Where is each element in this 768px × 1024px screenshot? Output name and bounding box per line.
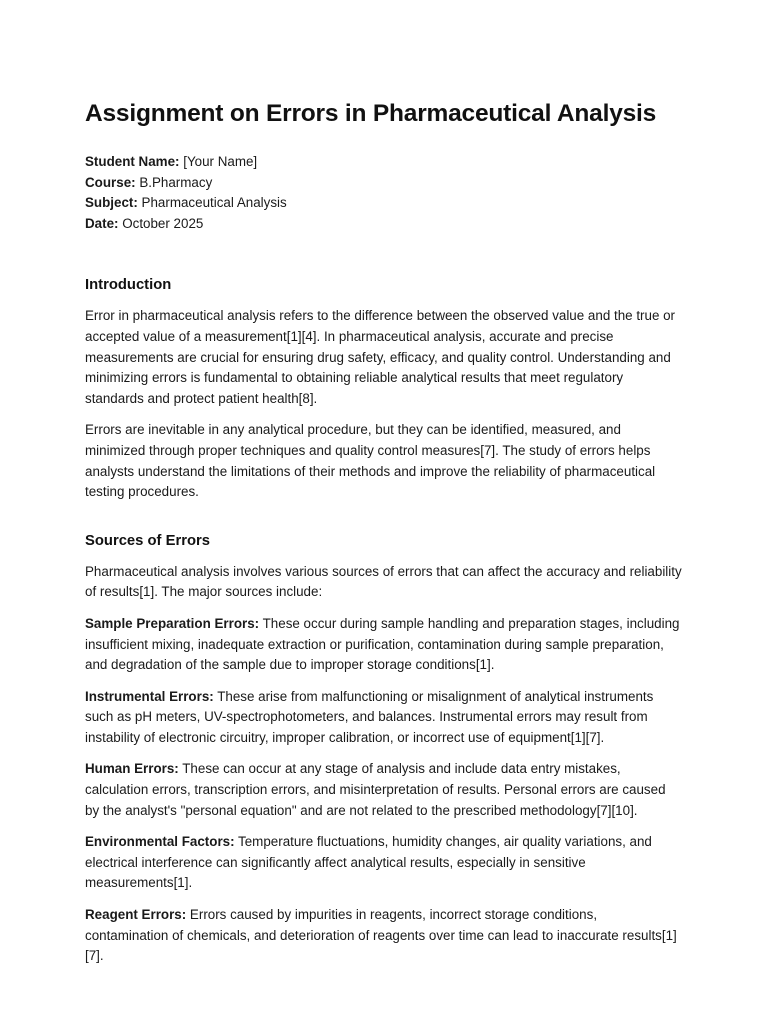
source-text: Temperature fluctuations, humidity changes, air quality variations, and electrical interference can significantly affect analytical results, especially in sensitive measurements[1]. xyxy=(85,834,652,891)
meta-label: Course: xyxy=(85,174,136,190)
source-term: Reagent Errors: xyxy=(85,907,187,923)
date-line xyxy=(85,214,683,235)
source-term: Human Errors: xyxy=(85,761,179,777)
meta-label: Subject: xyxy=(85,195,138,211)
meta-value: B.Pharmacy xyxy=(135,174,213,190)
meta-value: [Your Name] xyxy=(179,154,258,169)
introduction-heading: Introduction xyxy=(85,277,172,294)
subject-line xyxy=(85,193,683,214)
meta-value: Pharmaceutical Analysis xyxy=(137,195,287,211)
introduction-paragraph: Error in pharmaceutical analysis refers to the difference between the observed value and the true or accepted value of a measurement[1][4]. In pharmaceutical analysis, accurate and precise measurements are crucial for ensuring drug safety, efficacy, and quality control. Understanding and minimizing errors is fundamental to obtaining reliable analytical results that meet regulatory standards and protect patient health[8]. xyxy=(85,308,676,406)
meta-label: Student Name: xyxy=(85,154,180,169)
introduction-paragraph: Errors are inevitable in any analytical procedure, but they can be identified, measured, and minimized through proper techniques and quality control measures[7]. The study of errors helps analysts understand the limitations of their methods and improve the reliability of pharmaceutical testing procedures. xyxy=(85,422,656,500)
source-item-instrumental xyxy=(85,687,683,749)
page-title: Assignment on Errors in Pharmaceutical Analysis xyxy=(85,100,657,127)
source-term: Instrumental Errors: xyxy=(85,688,214,704)
source-text: These can occur at any stage of analysis and include data entry mistakes, calculation errors, transcription errors, and misinterpretation of results. Personal errors are caused by the analyst's "personal equation" and are not related to the prescribed methodology[7][10]. xyxy=(85,761,666,818)
source-item-sample-preparation xyxy=(85,614,683,676)
source-term: Environmental Factors: xyxy=(85,834,235,850)
source-text: Errors caused by impurities in reagents, incorrect storage conditions, contamination of chemicals, and deterioration of reagents over time can lead to inaccurate results[1][7]. xyxy=(85,907,677,964)
student-info xyxy=(85,152,683,234)
source-item-reagent xyxy=(85,905,683,967)
course-line xyxy=(85,173,683,194)
meta-label: Date: xyxy=(85,215,119,231)
student-name-line xyxy=(85,152,683,173)
source-item-environmental xyxy=(85,832,683,894)
sources-intro: Pharmaceutical analysis involves various sources of errors that can affect the accuracy and reliability of results[1]. The major sources include: xyxy=(85,563,682,600)
section-spacer xyxy=(85,514,683,530)
source-text: These occur during sample handling and preparation stages, including insufficient mixing, inadequate extraction or purification, contamination during sample preparation, and degradation of the sample due to improper storage conditions[1]. xyxy=(85,615,680,673)
source-text: These arise from malfunctioning or misalignment of analytical instruments such as pH meters, UV-spectrophotometers, and balances. Instrumental errors may result from instability of electronic circuitry, improper calibration, or incorrect use of equipment[1][7]. xyxy=(85,688,654,745)
meta-value: October 2025 xyxy=(118,215,204,231)
source-term: Sample Preparation Errors: xyxy=(85,615,260,631)
sources-heading: Sources of Errors xyxy=(85,532,210,549)
source-item-human xyxy=(85,759,683,821)
